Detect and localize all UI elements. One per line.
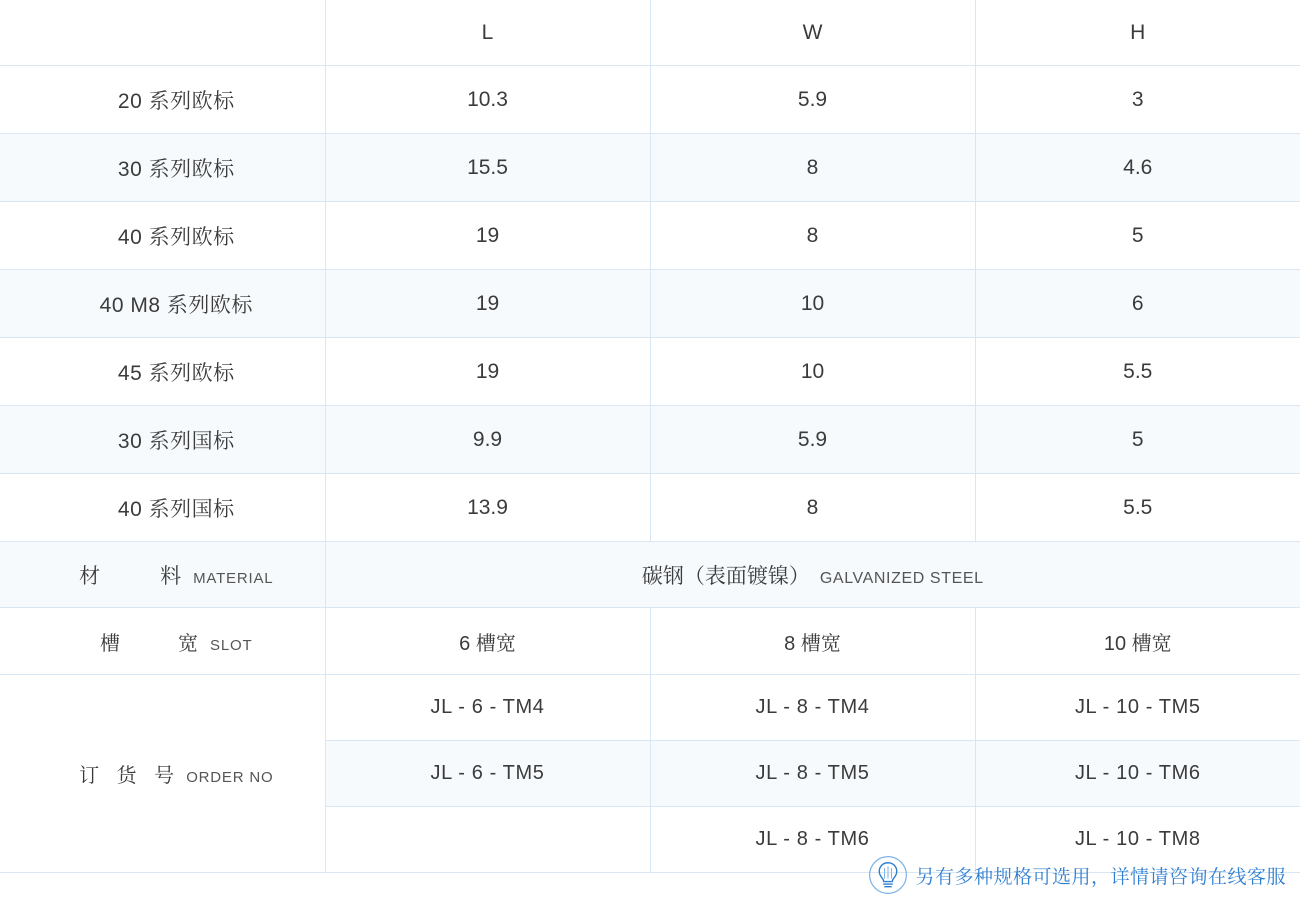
row-label: 40 M8 系列欧标 xyxy=(0,270,325,338)
slot-value-6: 6 槽宽 xyxy=(325,608,650,675)
order-cell: JL - 8 - TM4 xyxy=(650,675,975,741)
cell-w: 10 xyxy=(650,338,975,406)
order-row xyxy=(0,675,1300,741)
slot-label-en: SLOT xyxy=(210,636,253,654)
material-row xyxy=(0,542,1300,608)
table-row xyxy=(0,270,1300,338)
header-cell-h: H xyxy=(975,0,1300,66)
material-value-cn: 碳钢（表面镀镍） xyxy=(641,564,810,588)
slot-row xyxy=(0,608,1300,675)
material-value-en: GALVANIZED STEEL xyxy=(819,569,984,587)
cell-h: 5.5 xyxy=(975,474,1300,542)
table-row xyxy=(0,134,1300,202)
cell-w: 5.9 xyxy=(650,406,975,474)
cell-w: 8 xyxy=(650,474,975,542)
cell-h: 5 xyxy=(975,406,1300,474)
row-label: 40 系列欧标 xyxy=(0,202,325,270)
cell-h: 3 xyxy=(975,66,1300,134)
footnote-text: 另有多种规格可选用，详情请咨询在线客服 xyxy=(915,866,1286,888)
order-cell: JL - 10 - TM6 xyxy=(975,741,1300,807)
material-label xyxy=(0,542,325,608)
cell-h: 5.5 xyxy=(975,338,1300,406)
order-cell: JL - 6 - TM5 xyxy=(325,741,650,807)
table-row xyxy=(0,338,1300,406)
table-row xyxy=(0,474,1300,542)
cell-w: 10 xyxy=(650,270,975,338)
table-header-row xyxy=(0,0,1300,66)
order-cell: JL - 8 - TM6 xyxy=(650,807,975,873)
lightbulb-icon xyxy=(867,854,909,896)
row-label: 45 系列欧标 xyxy=(0,338,325,406)
slot-value-8: 8 槽宽 xyxy=(650,608,975,675)
slot-value-10: 10 槽宽 xyxy=(975,608,1300,675)
table-row xyxy=(0,406,1300,474)
cell-w: 8 xyxy=(650,202,975,270)
cell-l: 10.3 xyxy=(325,66,650,134)
material-value xyxy=(325,542,1300,608)
cell-h: 4.6 xyxy=(975,134,1300,202)
row-label: 40 系列国标 xyxy=(0,474,325,542)
order-cell: JL - 10 - TM5 xyxy=(975,675,1300,741)
header-corner-cell xyxy=(0,0,325,66)
slot-label-cn: 槽 宽 xyxy=(100,632,205,655)
row-label: 30 系列国标 xyxy=(0,406,325,474)
cell-l: 9.9 xyxy=(325,406,650,474)
row-label: 20 系列欧标 xyxy=(0,66,325,134)
table-row xyxy=(0,202,1300,270)
cell-l: 19 xyxy=(325,338,650,406)
header-cell-l: L xyxy=(325,0,650,66)
order-label-en: ORDER NO xyxy=(186,769,274,786)
cell-l: 19 xyxy=(325,202,650,270)
slot-label xyxy=(0,608,325,675)
order-cell: JL - 10 - TM8 xyxy=(975,807,1300,873)
material-label-en: MATERIAL xyxy=(193,569,274,587)
row-label: 30 系列欧标 xyxy=(0,134,325,202)
cell-h: 5 xyxy=(975,202,1300,270)
footnote xyxy=(0,854,1300,896)
order-label xyxy=(0,675,325,873)
order-label-cn: 订 货 号 xyxy=(79,765,181,787)
order-cell: JL - 8 - TM5 xyxy=(650,741,975,807)
table-row xyxy=(0,66,1300,134)
cell-l: 13.9 xyxy=(325,474,650,542)
material-label-cn: 材 料 xyxy=(79,564,188,588)
order-cell: JL - 6 - TM4 xyxy=(325,675,650,741)
cell-w: 8 xyxy=(650,134,975,202)
cell-h: 6 xyxy=(975,270,1300,338)
cell-w: 5.9 xyxy=(650,66,975,134)
cell-l: 19 xyxy=(325,270,650,338)
cell-l: 15.5 xyxy=(325,134,650,202)
header-cell-w: W xyxy=(650,0,975,66)
